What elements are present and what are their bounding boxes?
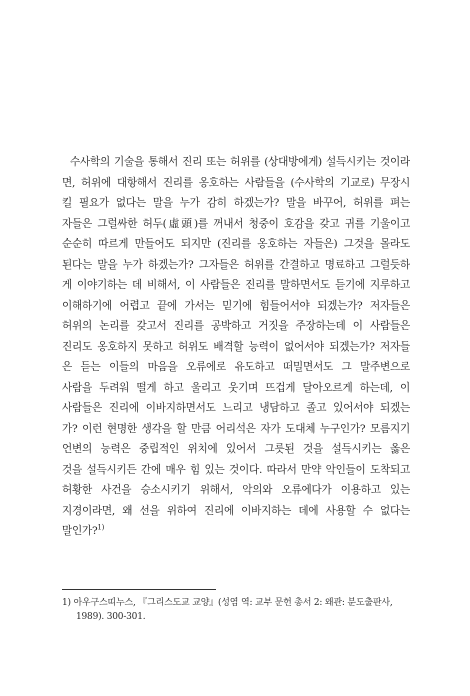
footnote-reference[interactable]: 1) [97,523,105,532]
text-line-content: 말인가? [62,525,98,537]
text-line: 게 이야기하는 데 비해서, 이 사람들은 진리를 말하면서도 듣기에 지루하고 [62,279,410,291]
text-line-last [62,521,410,542]
text-line: 면, 허위에 대항해서 진리를 옹호하는 사람들을 (수사학의 기교로) 무장시 [62,176,410,189]
text-line: 된다는 말을 누가 하겠는가? 그자들은 허위를 간결하고 명료하고 그럴듯하 [62,258,410,271]
text-line: 킬 필요가 없다는 말을 누가 감히 하겠는가? 말을 바꾸어, 허위를 펴는 [62,197,410,209]
footnote-divider [62,589,216,590]
text-line: 사람들은 진리에 이바지하면서도 느리고 냉담하고 졸고 있어서야 되겠는 [62,402,410,414]
body-paragraph [62,152,410,542]
text-line: 사람을 두려워 떨게 하고 울리고 웃기며 뜨겁게 달아오르게 하는데, 이 [62,381,410,394]
text-line: 자들은 그럴싸한 허두(虛頭)를 꺼내서 청중이 호감을 갖고 귀를 기울이고 [62,217,410,230]
text-line: 이해하기에 어렵고 끝에 가서는 믿기에 힘들어서야 되겠는가? 저자들은 [62,299,410,312]
text-line: 순순히 따르게 만들어도 되지만 (진리를 옹호하는 자들은) 그것을 몰라도 [62,238,410,250]
text-line: 허황한 사건을 승소시키기 위해서, 악의와 오류에다가 이용하고 있는 [62,484,410,496]
text-line: 수사학의 기술을 통해서 진리 또는 허위를 (상대방에게) 설득시키는 것이라 [70,156,410,168]
text-line: 진리도 옹호하지 못하고 허위도 배격할 능력이 없어서야 되겠는가? 저자들 [62,340,410,353]
text-line: 가? 이런 현명한 생각을 할 만큼 어리석은 자가 도대체 누구인가? 모름지기 [62,422,410,435]
text-line: 언변의 능력은 중립적인 위치에 있어서 그릇된 것을 설득시키는 옳은 [62,443,410,455]
text-line: 지경이라면, 왜 선을 위하여 진리에 이바지하는 데에 사용할 수 없다는 [62,504,410,517]
text-line: 허위의 논리를 갖고서 진리를 공박하고 거짓을 주장하는데 이 사람들은 [62,320,410,332]
footnote-line: 1989). 300-301. [76,612,146,622]
footnote-line: 1) 아우구스띠누스, 『그리스도교 교양』(성염 역: 교부 문헌 총서 2: 왜관: 분도출판사, [62,598,393,608]
footnote [62,596,412,624]
text-line: 은 듣는 이들의 마음을 오류에로 유도하고 떠밀면서도 그 말주변으로 [62,361,410,373]
text-line: 것을 설득시키든 간에 매우 힘 있는 것이다. 따라서 만약 악인들이 도착되고 [62,463,410,476]
